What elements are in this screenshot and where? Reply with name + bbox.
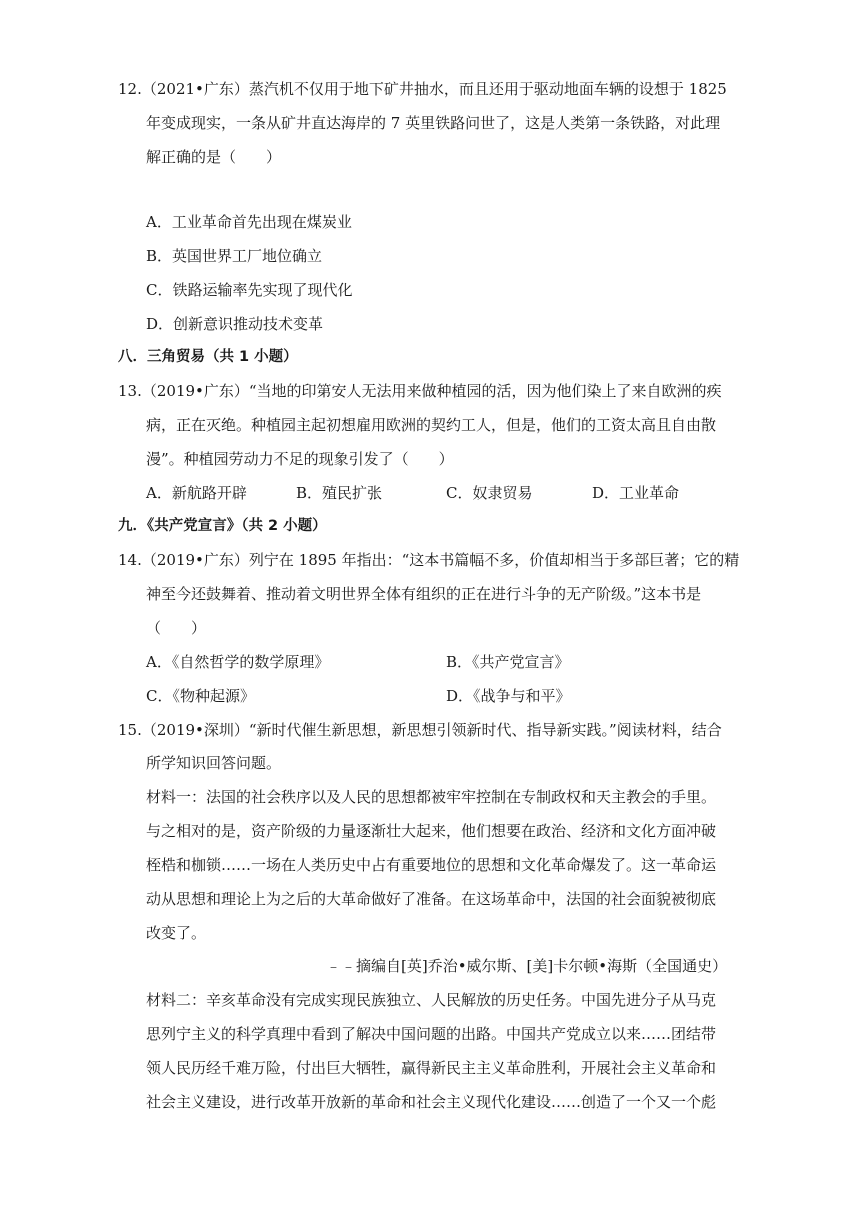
- material-1-line: 桎梏和枷锁……一场在人类历史中占有重要地位的思想和文化革命爆发了。这一革命运: [146, 856, 717, 874]
- q14-stem-line-1: 14.（2019•广东）列宁在 1895 年指出：“这本书篇幅不多，价值却相当于多部巨著；它的精: [118, 551, 740, 569]
- material-1-line: 材料一：法国的社会秩序以及人民的思想都被牢牢控制在专制政权和天主教会的手里。: [146, 788, 717, 806]
- q14-stem-line-3: （ ）: [146, 619, 207, 637]
- q14-stem-line-2: 神至今还鼓舞着、推动着文明世界全体有组织的正在进行斗争的无产阶级。”这本书是: [146, 585, 702, 603]
- material-1-line: 与之相对的是，资产阶级的力量逐渐壮大起来，他们想要在政治、经济和文化方面冲破: [146, 822, 717, 840]
- q13-option-c: C．奴隶贸易: [446, 484, 533, 502]
- material-2-line: 材料二：辛亥革命没有完成实现民族独立、人民解放的历史任务。中国先进分子从马克: [146, 991, 717, 1009]
- q12-stem-line-3: 解正确的是（ ）: [146, 148, 282, 166]
- q14-option-a: A．《自然哲学的数学原理》: [146, 653, 330, 671]
- q13-stem-line-3: 漫”。种植园劳动力不足的现象引发了（ ）: [146, 450, 454, 468]
- material-2-line: 领人民历经千难万险，付出巨大牺牲，赢得新民主主义革命胜利，开展社会主义革命和: [146, 1059, 717, 1077]
- section-heading-9: 九．《共产党宣言》（共 2 小题）: [118, 518, 327, 534]
- q13-option-d: D．工业革命: [592, 484, 680, 502]
- q12-option-c: C．铁路运输率先实现了现代化: [146, 281, 353, 299]
- section-heading-8: 八．三角贸易（共 1 小题）: [118, 349, 298, 365]
- q13-option-b: B．殖民扩张: [296, 484, 383, 502]
- q14-option-b: B．《共产党宣言》: [446, 653, 570, 671]
- q12-option-a: A．工业革命首先出现在煤炭业: [146, 213, 352, 231]
- q15-stem-line-2: 所学知识回答问题。: [146, 754, 282, 772]
- q12-stem-line-1: 12.（2021•广东）蒸汽机不仅用于地下矿井抽水，而且还用于驱动地面车辆的设想于 1825: [118, 80, 727, 98]
- material-2-line: 思列宁主义的科学真理中看到了解决中国问题的出路。中国共产党成立以来……团结带: [146, 1025, 717, 1043]
- q14-option-c: C．《物种起源》: [146, 687, 255, 705]
- q12-stem-line-2: 年变成现实，一条从矿井直达海岸的 7 英里铁路问世了，这是人类第一条铁路，对此理: [146, 114, 721, 132]
- q13-option-a: A．新航路开辟: [146, 484, 247, 502]
- material-1-line: 动从思想和理论上为之后的大革命做好了准备。在这场革命中，法国的社会面貌被彻底: [146, 890, 717, 908]
- material-1-source: ﹣﹣摘编自[英]乔治•威尔斯、[美]卡尔顿•海斯（全国通史）: [326, 957, 728, 975]
- q12-option-b: B．英国世界工厂地位确立: [146, 247, 323, 265]
- q13-stem-line-1: 13.（2019•广东）“当地的印第安人无法用来做种植园的活，因为他们染上了来自欧洲的疾: [118, 382, 722, 400]
- material-1-line: 改变了。: [146, 924, 207, 942]
- q15-stem-line-1: 15.（2019•深圳）“新时代催生新思想，新思想引领新时代、指导新实践。”阅读材料，结合: [118, 721, 722, 739]
- q14-option-d: D．《战争与和平》: [446, 687, 571, 705]
- q12-option-d: D．创新意识推动技术变革: [146, 315, 324, 333]
- material-2-line: 社会主义建设，进行改革开放新的革命和社会主义现代化建设……创造了一个又一个彪: [146, 1093, 717, 1111]
- q13-stem-line-2: 病，正在灭绝。种植园主起初想雇用欧洲的契约工人，但是，他们的工资太高且自由散: [146, 416, 717, 434]
